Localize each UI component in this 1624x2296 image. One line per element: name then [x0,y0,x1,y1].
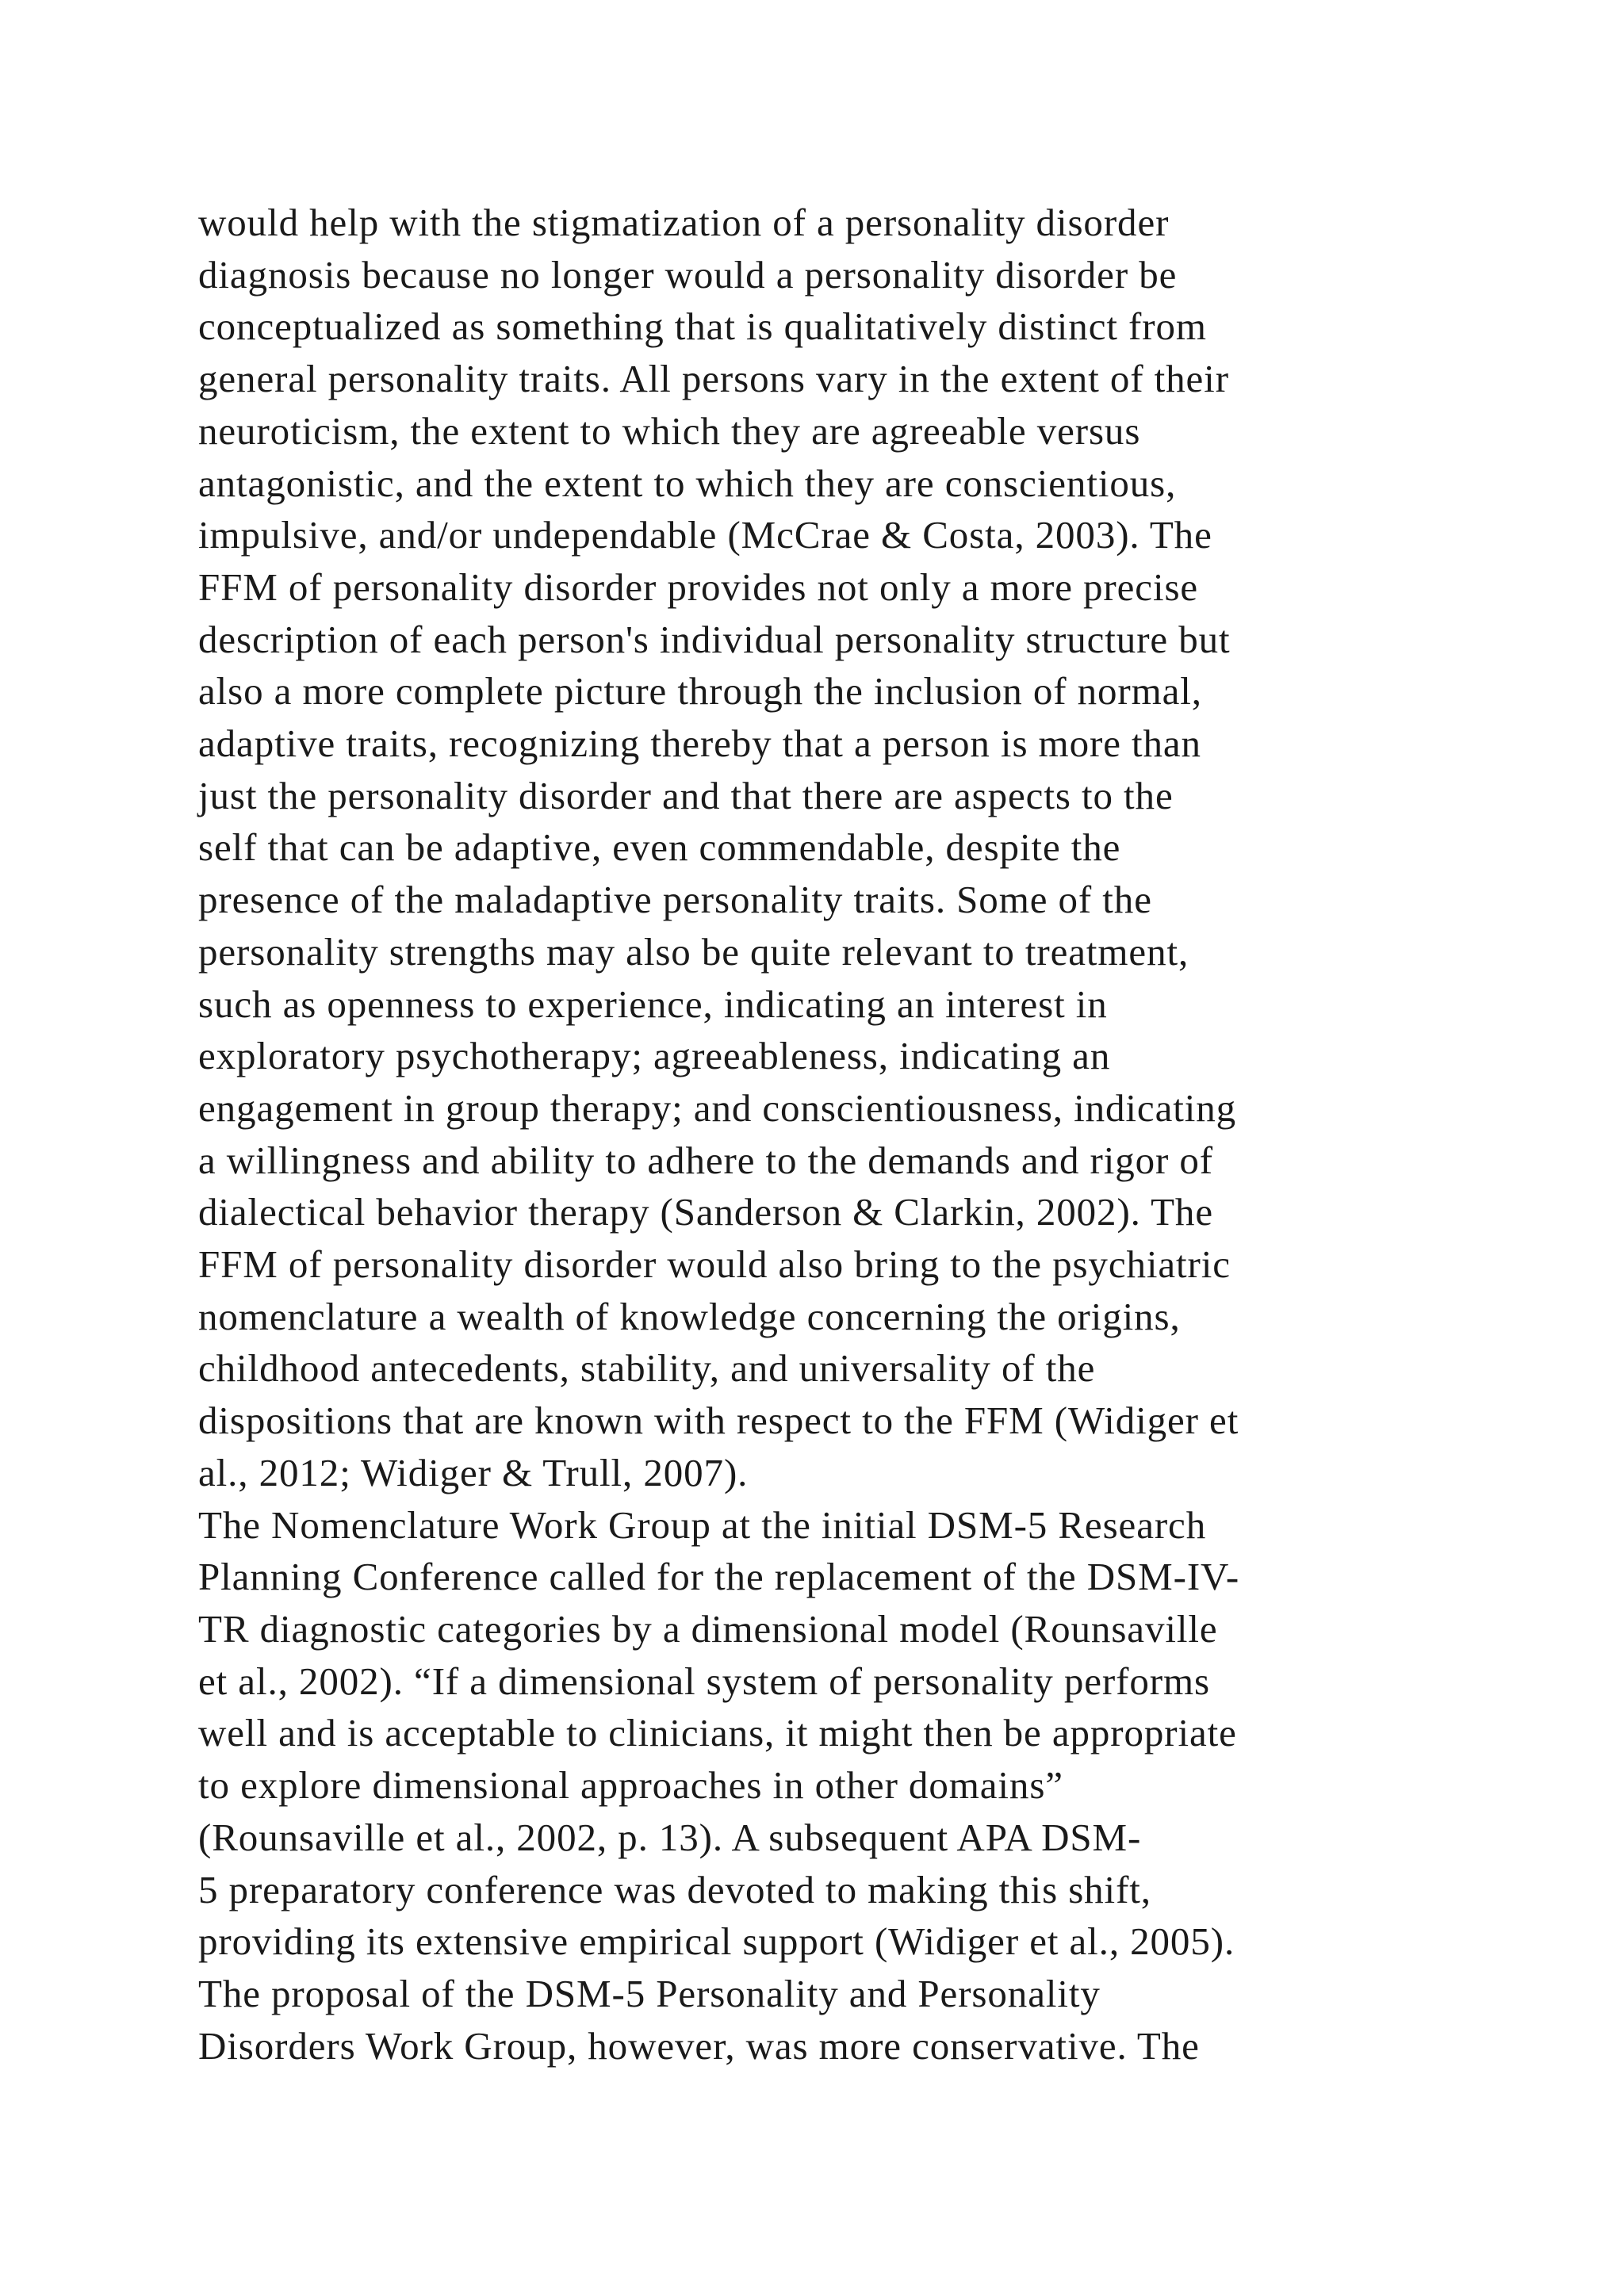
text-line: exploratory psychotherapy; agreeableness, indicating an [198,1034,1111,1078]
text-line: et al., 2002). “If a dimensional system of personality performs [198,1659,1210,1703]
text-line: Planning Conference called for the replacement of the DSM-IV- [198,1555,1240,1599]
text-line: such as openness to experience, indicating an interest in [198,982,1108,1026]
text-line: FFM of personality disorder provides not only a more precise [198,564,1199,609]
text-line: a willingness and ability to adhere to the demands and rigor of [198,1138,1214,1182]
text-line: self that can be adaptive, even commendable, despite the [198,825,1121,870]
text-line: diagnosis because no longer would a personality disorder be [198,252,1178,297]
text-line: would help with the stigmatization of a personality disorder [198,201,1170,244]
text-line: personality strengths may also be quite relevant to treatment, [198,929,1189,974]
text-line: well and is acceptable to clinicians, it might then be appropriate [198,1711,1237,1755]
text-line: to explore dimensional approaches in other domains” [198,1763,1063,1808]
text-line: (Rounsaville et al., 2002, p. 13). A subsequent APA DSM- [198,1815,1142,1859]
text-line: 5 preparatory conference was devoted to making this shift, [198,1867,1151,1911]
text-line: Disorders Work Group, however, was more conservative. The [198,2023,1200,2068]
text-line: The Nomenclature Work Group at the initial DSM-5 Research [198,1502,1207,1547]
text-line: dialectical behavior therapy (Sanderson & Clarkin, 2002). The [198,1190,1213,1234]
text-line: nomenclature a wealth of knowledge concerning the origins, [198,1294,1181,1338]
text-line: antagonistic, and the extent to which they are conscientious, [198,461,1177,505]
text-line: general personality traits. All persons vary in the extent of their [198,357,1229,401]
text-line: The proposal of the DSM-5 Personality and Personality [198,1971,1101,2015]
text-line: al., 2012; Widiger & Trull, 2007). [198,1450,749,1494]
text-line: conceptualized as something that is qualitatively distinct from [198,304,1207,349]
text-line: FFM of personality disorder would also bring to the psychiatric [198,1242,1231,1287]
text-line: impulsive, and/or undependable (McCrae & Costa, 2003). The [198,513,1212,557]
text-line: TR diagnostic categories by a dimensional model (Rounsaville [198,1606,1218,1651]
text-line: presence of the maladaptive personality traits. Some of the [198,878,1152,922]
text-line: just the personality disorder and that there are aspects to the [198,773,1174,817]
body-text [198,197,1507,2072]
text-line: neuroticism, the extent to which they are agreeable versus [198,408,1141,453]
text-line: description of each person's individual personality structure but [198,617,1231,661]
text-line: dispositions that are known with respect to the FFM (Widiger et [198,1399,1239,1443]
text-line: adaptive traits, recognizing thereby that a person is more than [198,721,1201,766]
text-line: childhood antecedents, stability, and universality of the [198,1346,1096,1391]
text-line: also a more complete picture through the inclusion of normal, [198,669,1202,714]
text-line: providing its extensive empirical support (Widiger et al., 2005). [198,1919,1235,1964]
text-line: engagement in group therapy; and conscientiousness, indicating [198,1085,1237,1130]
